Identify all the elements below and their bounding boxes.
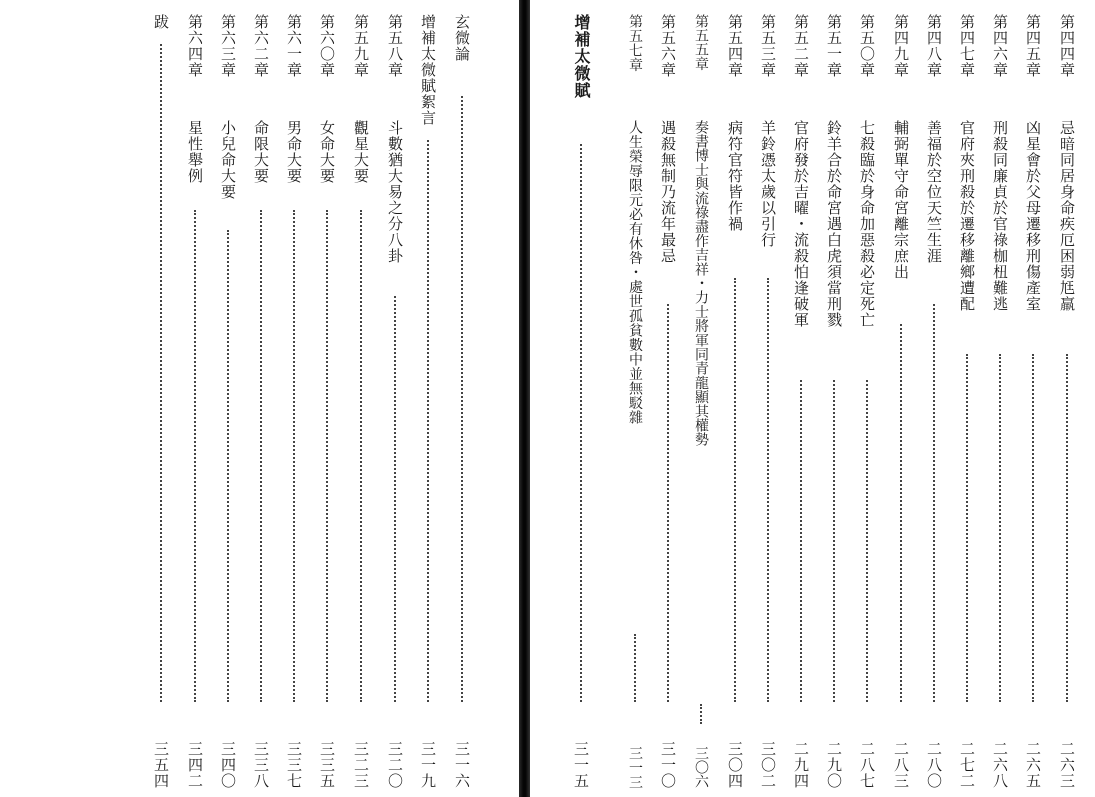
entry-page: 二六三 xyxy=(1058,741,1076,789)
right-page xyxy=(530,0,1095,797)
entry-title: 羊鈴憑太歲以引行 xyxy=(759,120,777,248)
entry-page: 三一九 xyxy=(419,741,437,789)
entry-page: 二八七 xyxy=(858,741,876,789)
entry-chapter: 第五五章 xyxy=(693,14,709,71)
entry-chapter: 第五四章 xyxy=(726,14,744,78)
entry-chapter: 第五〇章 xyxy=(858,14,876,78)
dot-leader xyxy=(580,144,582,702)
dot-leader xyxy=(734,278,736,702)
entry-page: 三〇六 xyxy=(693,746,709,789)
dot-leader xyxy=(999,354,1001,702)
dot-leader xyxy=(394,296,396,702)
entry-page: 三三五 xyxy=(318,741,336,789)
entry-page: 二六五 xyxy=(1024,741,1042,789)
entry-title: 命限大要 xyxy=(252,120,270,184)
entry-title: 輔弼單守命宮離宗庶出 xyxy=(892,120,910,280)
entry-chapter: 第六一章 xyxy=(285,14,303,78)
entry-chapter: 第六四章 xyxy=(186,14,204,78)
entry-chapter: 第五六章 xyxy=(659,14,677,78)
entry-page: 三三七 xyxy=(285,741,303,789)
dot-leader xyxy=(160,44,162,702)
dot-leader xyxy=(800,380,802,702)
entry-title: 斗數猶大易之分八卦 xyxy=(386,120,404,264)
entry-page: 二七二 xyxy=(958,741,976,789)
entry-chapter: 第四六章 xyxy=(991,14,1009,78)
dot-leader xyxy=(667,304,669,702)
entry-chapter: 第四八章 xyxy=(925,14,943,78)
entry-title: 忌暗同居身命疾厄困弱尪羸 xyxy=(1058,120,1076,312)
section-heading: 增補太微賦 xyxy=(572,14,591,99)
entry-title: 官府夾刑殺於遷移離鄉遭配 xyxy=(958,120,976,312)
entry-page: 二六八 xyxy=(991,741,1009,789)
dot-leader xyxy=(293,210,295,702)
dot-leader xyxy=(461,96,463,702)
entry-page: 三〇二 xyxy=(759,741,777,789)
entry-chapter: 第四四章 xyxy=(1058,14,1076,78)
entry-chapter: 第四五章 xyxy=(1024,14,1042,78)
entry-title: 七殺臨於身命加惡殺必定死亡 xyxy=(858,120,876,328)
dot-leader xyxy=(767,278,769,702)
entry-chapter: 第六二章 xyxy=(252,14,270,78)
entry-heading: 增補太微賦絮言 xyxy=(419,14,437,126)
dot-leader xyxy=(427,140,429,702)
entry-title: 病符官符皆作禍 xyxy=(726,120,744,232)
dot-leader xyxy=(326,210,328,702)
dot-leader xyxy=(866,380,868,702)
dot-leader xyxy=(634,634,636,702)
entry-page: 三四〇 xyxy=(219,741,237,789)
entry-chapter: 第五七章 xyxy=(627,14,643,72)
entry-title: 星性舉例 xyxy=(186,120,204,184)
dot-leader xyxy=(933,304,935,702)
entry-title: 官府發於吉曜・流殺怕逢破軍 xyxy=(792,120,810,328)
entry-title: 凶星會於父母遷移刑傷產室 xyxy=(1024,120,1042,312)
entry-title: 女命大要 xyxy=(318,120,336,184)
entry-page: 二八〇 xyxy=(925,741,943,789)
entry-chapter: 第四七章 xyxy=(958,14,976,78)
entry-page: 三五四 xyxy=(152,741,170,789)
dot-leader xyxy=(1032,354,1034,702)
entry-page: 三一〇 xyxy=(659,741,677,789)
entry-title: 小兒命大要 xyxy=(219,120,237,200)
entry-page: 三〇四 xyxy=(726,741,744,789)
entry-chapter: 第五九章 xyxy=(352,14,370,78)
entry-chapter: 第四九章 xyxy=(892,14,910,78)
entry-title: 善福於空位天竺生涯 xyxy=(925,120,943,264)
entry-page: 三二三 xyxy=(352,741,370,789)
dot-leader xyxy=(966,354,968,702)
dot-leader xyxy=(700,704,702,724)
entry-page: 三三八 xyxy=(252,741,270,789)
entry-title: 觀星大要 xyxy=(352,120,370,184)
entry-title: 奏書博士與流祿盡作吉祥・力士將軍同青龍顯其權勢 xyxy=(693,120,709,447)
entry-page: 三一三 xyxy=(627,745,643,789)
entry-title: 遇殺無制乃流年最忌 xyxy=(659,120,677,264)
entry-page: 二八三 xyxy=(892,741,910,789)
dot-leader xyxy=(1066,354,1068,702)
entry-chapter: 第五三章 xyxy=(759,14,777,78)
book-spine xyxy=(519,0,530,797)
entry-chapter: 第六〇章 xyxy=(318,14,336,78)
entry-chapter: 第五一章 xyxy=(825,14,843,78)
entry-page: 三一六 xyxy=(453,741,471,789)
entry-page: 三四二 xyxy=(186,741,204,789)
entry-heading: 跋 xyxy=(152,14,170,30)
entry-title: 人生榮辱限元必有休咎・處世孤貧數中並無駁雜 xyxy=(627,120,643,425)
dot-leader xyxy=(900,324,902,702)
dot-leader xyxy=(833,380,835,702)
left-page xyxy=(0,0,519,797)
entry-page: 二九〇 xyxy=(825,741,843,789)
dot-leader xyxy=(227,230,229,702)
entry-title: 鈴羊合於命宮遇白虎須當刑戮 xyxy=(825,120,843,328)
entry-page: 三一五 xyxy=(572,741,590,789)
entry-title: 刑殺同廉貞於官祿枷杻難逃 xyxy=(991,120,1009,312)
dot-leader xyxy=(260,210,262,702)
entry-chapter: 第六三章 xyxy=(219,14,237,78)
entry-heading: 玄微論 xyxy=(453,14,471,62)
entry-page: 二九四 xyxy=(792,741,810,789)
entry-chapter: 第五二章 xyxy=(792,14,810,78)
dot-leader xyxy=(360,210,362,702)
entry-page: 三二〇 xyxy=(386,741,404,789)
dot-leader xyxy=(194,210,196,702)
entry-title: 男命大要 xyxy=(285,120,303,184)
entry-chapter: 第五八章 xyxy=(386,14,404,78)
